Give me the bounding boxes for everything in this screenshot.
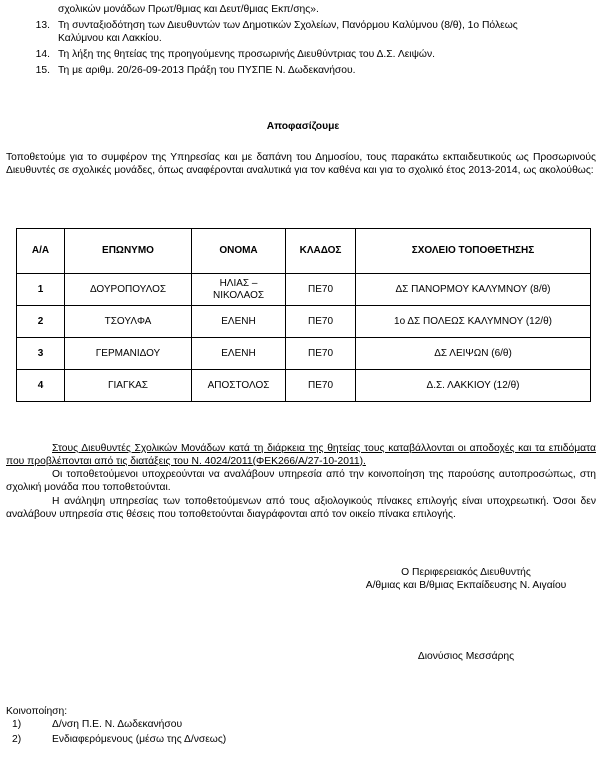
list-item-text: Τη με αριθμ. 20/26-09-2013 Πράξη του ΠΥΣΠΕ Ν. Δωδεκανήσου. — [58, 65, 356, 77]
cell-aa: 4 — [17, 370, 65, 402]
cell-branch: ΠΕ70 — [286, 338, 356, 370]
intro-paragraph: Τοποθετούμε για το συμφέρον της Υπηρεσίας και με δαπάνη του Δημοσίου, τους παρακάτω εκπαιδευτικούς ως Προσωρινούς Διευθυντές σε σχολικές μονάδες, όπως αναφέρονται αναλυτικά για τον καθένα και για το σχολικό έτος 2013-2014, ως ακολούθως: — [6, 152, 596, 176]
signature-title-line1: Ο Περιφερειακός Διευθυντής — [401, 567, 531, 578]
list-item-text-continuation: Καλύμνου και Λακκίου. — [58, 32, 162, 44]
list-item-text: Τη συνταξιοδότηση των Διευθυντών των Δημοτικών Σχολείων, Πανόρμου Καλύμνου (8/θ), 1ο Πόλεως — [58, 20, 518, 32]
salary-paragraph — [6, 443, 596, 469]
numbered-list — [0, 4, 600, 82]
cell-aa: 3 — [17, 338, 65, 370]
recipient-number: 1) — [12, 719, 22, 730]
cell-name: ΗΛΙΑΣ – ΝΙΚΟΛΑΟΣ — [192, 274, 286, 306]
cell-school: 1ο ΔΣ ΠΟΛΕΩΣ ΚΑΛΥΜΝΟΥ (12/θ) — [356, 306, 591, 338]
list-item-number: 15. — [35, 65, 50, 77]
header-school: ΣΧΟΛΕΙΟ ΤΟΠΟΘΕΤΗΣΗΣ — [356, 229, 591, 274]
cell-surname: ΓΙΑΓΚΑΣ — [65, 370, 192, 402]
cell-branch: ΠΕ70 — [286, 306, 356, 338]
table-header-row — [17, 229, 591, 274]
list-item-text: σχολικών μονάδων Πρωτ/θμιας και Δευτ/θμιας Εκπ/σης». — [58, 4, 319, 15]
recipients-title: Κοινοποίηση: — [6, 706, 68, 717]
cell-name: ΑΠΟΣΤΟΛΟΣ — [192, 370, 286, 402]
decision-heading: Αποφασίζουμε — [266, 121, 340, 132]
cell-branch: ΠΕ70 — [286, 370, 356, 402]
list-item — [0, 49, 600, 61]
recipient-number: 2) — [12, 734, 22, 745]
header-surname: ΕΠΩΝΥΜΟ — [65, 229, 192, 274]
list-item-number: 14. — [35, 49, 50, 61]
signature-title — [346, 566, 586, 592]
cell-school: ΔΣ ΛΕΙΨΩΝ (6/θ) — [356, 338, 591, 370]
list-item-number: 13. — [35, 20, 50, 32]
placement-table — [16, 228, 591, 402]
signature-title-line2: Α/θμιας και Β/θμιας Εκπαίδευσης Ν. Αιγαίου — [365, 580, 567, 592]
cell-aa: 1 — [17, 274, 65, 306]
header-name: ΟΝΟΜΑ — [192, 229, 286, 274]
cell-surname: ΤΣΟΥΛΦΑ — [65, 306, 192, 338]
recipient-item — [12, 734, 226, 746]
table-row — [17, 370, 591, 402]
table-row — [17, 338, 591, 370]
salary-paragraph-text: Στους Διευθυντές Σχολικών Μονάδων κατά τη διάρκεια της θητείας τους καταβάλλονται οι αποδοχές και τα επιδόματα που προβλέπονται από τις διατάξεις του Ν. 4024/2011(ΦΕΚ266/Α/27-10-2011). — [6, 443, 596, 467]
list-item — [0, 65, 600, 77]
cell-aa: 2 — [17, 306, 65, 338]
recipient-text: Ενδιαφερόμενους (μέσω της Δ/νσεως) — [52, 734, 227, 745]
list-item-text: Τη λήξη της θητείας της προηγούμενης προσωρινής Διευθύντριας του Δ.Σ. Λειψών. — [58, 49, 435, 61]
table-row — [17, 274, 591, 306]
assumption-paragraph: Η ανάληψη υπηρεσίας των τοποθετούμενων από τους αξιολογικούς πίνακες επιλογής είναι υποχρεωτική. Όσοι δεν αναλάβουν υπηρεσία στις θέσεις που τοποθετούνται διαγράφονται από τον οικείο πίνακα επιλογής. — [6, 496, 596, 520]
table-row — [17, 306, 591, 338]
header-branch: ΚΛΑΔΟΣ — [286, 229, 356, 274]
list-item — [0, 4, 600, 16]
header-aa: Α/Α — [17, 229, 65, 274]
cell-branch: ΠΕ70 — [286, 274, 356, 306]
cell-name: ΕΛΕΝΗ — [192, 306, 286, 338]
signature-name: Διονύσιος Μεσσάρης — [417, 651, 515, 662]
duty-paragraph: Οι τοποθετούμενοι υποχρεούνται να αναλάβουν υπηρεσία από την κοινοποίηση της παρούσης αυτοπροσώπως, στη σχολική μονάδα που τοποθετούνται. — [6, 469, 596, 493]
list-item — [0, 20, 600, 45]
cell-name: ΕΛΕΝΗ — [192, 338, 286, 370]
recipient-text: Δ/νση Π.Ε. Ν. Δωδεκανήσου — [52, 719, 183, 730]
recipient-item — [12, 719, 182, 731]
cell-surname: ΓΕΡΜΑΝΙΔΟΥ — [65, 338, 192, 370]
cell-surname: ΔΟΥΡΟΠΟΥΛΟΣ — [65, 274, 192, 306]
cell-school: Δ.Σ. ΛΑΚΚΙΟΥ (12/θ) — [356, 370, 591, 402]
cell-school: ΔΣ ΠΑΝΟΡΜΟΥ ΚΑΛΥΜΝΟΥ (8/θ) — [356, 274, 591, 306]
